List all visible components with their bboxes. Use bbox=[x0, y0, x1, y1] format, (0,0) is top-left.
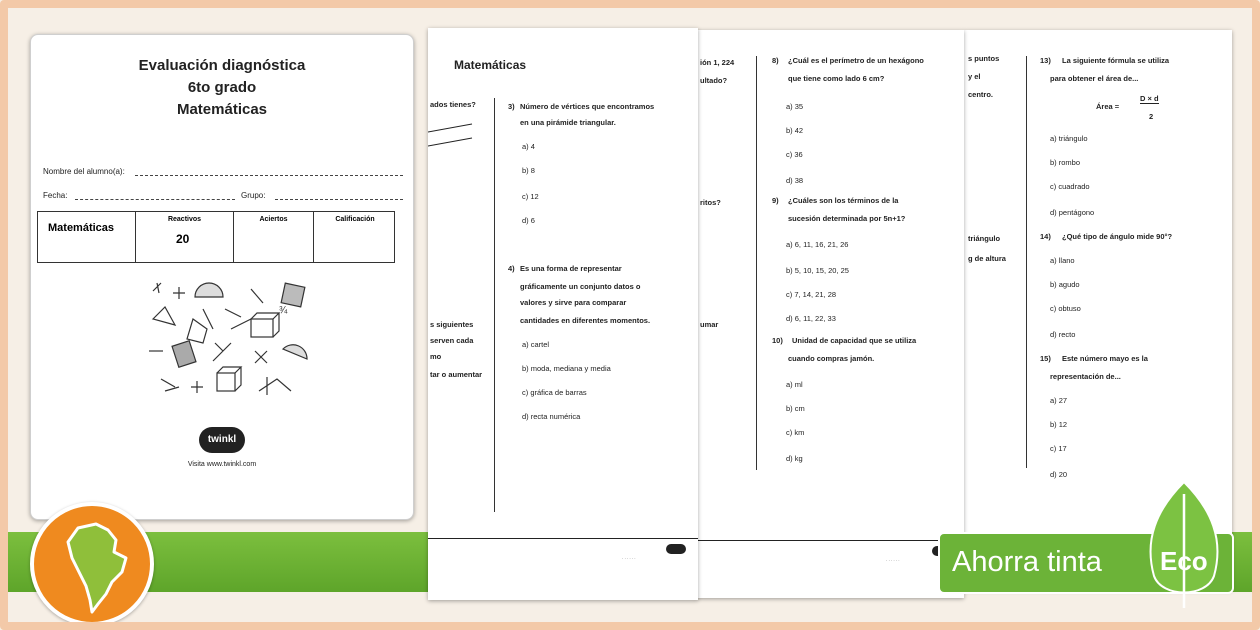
question-text: Número de vértices que encontramos bbox=[520, 102, 655, 111]
cover-title: Evaluación diagnóstica bbox=[138, 57, 306, 74]
formula-lhs: Área = bbox=[1096, 102, 1120, 111]
aciertos-label: Aciertos bbox=[259, 216, 288, 223]
student-name-label: Nombre del alumno(a): bbox=[43, 167, 125, 176]
answer-option: d) 6 bbox=[522, 216, 535, 225]
question-number: 10) bbox=[772, 336, 783, 345]
answer-option: d) 38 bbox=[786, 176, 804, 185]
footer-url: · · · · · · bbox=[622, 556, 636, 561]
page-fragment: centro. bbox=[968, 90, 994, 99]
question-number: 3) bbox=[508, 102, 515, 111]
footer-rule bbox=[428, 538, 698, 539]
answer-option: d) recto bbox=[1050, 330, 1076, 339]
page-fragment: umar bbox=[700, 320, 719, 329]
page-fragment: g de altura bbox=[968, 254, 1006, 263]
date-line[interactable] bbox=[75, 199, 235, 200]
question-text: Unidad de capacidad que se utiliza bbox=[792, 336, 917, 345]
cube-icon-2 bbox=[217, 373, 235, 391]
reactivos-value: 20 bbox=[176, 232, 190, 246]
answer-lines bbox=[428, 118, 478, 152]
times-icon bbox=[255, 351, 267, 363]
question-text: que tiene como lado 6 cm? bbox=[788, 74, 885, 83]
worksheet-page-2 bbox=[428, 28, 698, 600]
question-text: en una pirámide triangular. bbox=[520, 118, 616, 127]
answer-option: d) recta numérica bbox=[522, 412, 581, 421]
page-fragment: serven cada bbox=[430, 336, 474, 345]
page-fragment: s siguientes bbox=[430, 320, 474, 329]
line-segments-icon bbox=[161, 379, 179, 391]
question-number: 9) bbox=[772, 196, 779, 205]
answer-option: d) pentágono bbox=[1050, 208, 1095, 217]
reactivos-cell bbox=[136, 212, 234, 262]
question-text: cantidades en diferentes momentos. bbox=[520, 316, 651, 325]
fraction-icon: ¾ bbox=[279, 305, 288, 316]
answer-option: c) 36 bbox=[786, 150, 803, 159]
question-number: 4) bbox=[508, 264, 515, 273]
question-text: sucesión determinada por 5n+1? bbox=[788, 214, 906, 223]
column-divider bbox=[494, 98, 495, 512]
answer-option: c) obtuso bbox=[1050, 304, 1081, 313]
answer-option: b) 5, 10, 15, 20, 25 bbox=[786, 266, 849, 275]
twinkl-logo: twinkl bbox=[199, 427, 245, 453]
answer-option: b) 42 bbox=[786, 126, 804, 135]
answer-option: b) agudo bbox=[1050, 280, 1080, 289]
math-doodles-illustration bbox=[143, 279, 313, 405]
question-text: para obtener el área de... bbox=[1050, 74, 1139, 83]
question-number: 8) bbox=[772, 56, 779, 65]
plus-icon-2 bbox=[191, 381, 203, 393]
question-text: La siguiente fórmula se utiliza bbox=[1062, 56, 1170, 65]
worksheet-page-3 bbox=[696, 30, 964, 598]
page-fragment: s puntos bbox=[968, 54, 1000, 63]
question-text: representación de... bbox=[1050, 372, 1121, 381]
globe-icon bbox=[30, 502, 154, 626]
cover-grade: 6to grado bbox=[187, 79, 257, 96]
eco-label: Eco bbox=[1160, 546, 1208, 576]
date-label: Fecha: bbox=[43, 191, 68, 200]
protractor-icon bbox=[195, 283, 223, 297]
page-fragment: ultado? bbox=[700, 76, 728, 85]
cover-subject: Matemáticas bbox=[176, 101, 268, 118]
net-icon bbox=[187, 309, 213, 343]
question-text: gráficamente un conjunto datos o bbox=[520, 282, 641, 291]
answer-option: b) 12 bbox=[1050, 420, 1068, 429]
column-divider bbox=[1026, 56, 1027, 468]
answer-option: c) cuadrado bbox=[1050, 182, 1090, 191]
answer-option: b) moda, mediana y media bbox=[522, 364, 611, 373]
question-number: 15) bbox=[1040, 354, 1051, 363]
pencil-icon bbox=[153, 283, 161, 293]
answer-option: c) km bbox=[786, 428, 805, 437]
student-name-line[interactable] bbox=[135, 175, 403, 176]
aciertos-cell bbox=[234, 212, 314, 262]
answer-option: c) gráfica de barras bbox=[522, 388, 587, 397]
question-text: ¿Qué tipo de ángulo mide 90°? bbox=[1062, 232, 1173, 241]
cube-icon bbox=[251, 319, 273, 337]
answer-option: a) llano bbox=[1050, 256, 1075, 265]
answer-option: a) cartel bbox=[522, 340, 550, 349]
answer-option: c) 7, 14, 21, 28 bbox=[786, 290, 837, 299]
page-fragment: mo bbox=[430, 352, 442, 361]
answer-option: a) 27 bbox=[1050, 396, 1068, 405]
question-text: Este número mayo es la bbox=[1062, 354, 1148, 363]
answer-option: c) 12 bbox=[522, 192, 539, 201]
calculator-icon bbox=[172, 341, 196, 367]
answer-option: a) 6, 11, 16, 21, 26 bbox=[786, 240, 849, 249]
visit-url: Visita www.twinkl.com bbox=[187, 461, 257, 468]
notepad-icon bbox=[281, 283, 305, 307]
answer-option: a) 4 bbox=[522, 142, 535, 151]
question-text: Es una forma de representar bbox=[520, 264, 622, 273]
group-label: Grupo: bbox=[241, 191, 266, 200]
subject-cell bbox=[38, 212, 136, 262]
page-heading: Matemáticas bbox=[454, 58, 527, 72]
ruler-icon bbox=[251, 289, 263, 303]
page-fragment: ritos? bbox=[700, 198, 721, 207]
question-number: 13) bbox=[1040, 56, 1051, 65]
question-text: ¿Cuáles son los términos de la bbox=[788, 196, 899, 205]
answer-option: a) ml bbox=[786, 380, 803, 389]
angle-icon bbox=[225, 309, 251, 329]
answer-option: d) 6, 11, 22, 33 bbox=[786, 314, 836, 323]
page-fragment: tar o aumentar bbox=[430, 370, 483, 379]
calificacion-label: Calificación bbox=[335, 216, 375, 223]
page-fragment: ados tienes? bbox=[430, 100, 476, 109]
calificacion-cell bbox=[314, 212, 396, 262]
answer-option: a) 35 bbox=[786, 102, 804, 111]
page-fragment: ión 1, 224 bbox=[700, 58, 735, 67]
answer-option: b) 8 bbox=[522, 166, 535, 175]
formula-numerator: D × d bbox=[1140, 94, 1159, 103]
page-fragment: y el bbox=[968, 72, 981, 81]
reactivos-label: Reactivos bbox=[167, 216, 202, 223]
answer-option: d) kg bbox=[786, 454, 803, 463]
pyramid-icon bbox=[153, 307, 175, 325]
formula-denominator: 2 bbox=[1149, 112, 1154, 121]
triangle-icon bbox=[259, 377, 291, 395]
compass-icon bbox=[213, 343, 231, 361]
footer-rule bbox=[696, 540, 964, 541]
plus-icon bbox=[173, 287, 185, 299]
group-line[interactable] bbox=[275, 199, 403, 200]
answer-option: d) 20 bbox=[1050, 470, 1068, 479]
question-text: valores y sirve para comparar bbox=[520, 298, 627, 307]
protractor-icon-2 bbox=[283, 345, 307, 359]
answer-option: c) 17 bbox=[1050, 444, 1067, 453]
answer-option: b) rombo bbox=[1050, 158, 1081, 167]
question-number: 14) bbox=[1040, 232, 1051, 241]
answer-option: b) cm bbox=[786, 404, 805, 413]
eco-tagline: Ahorra tinta bbox=[952, 546, 1102, 578]
column-divider bbox=[756, 56, 757, 470]
question-text: ¿Cuál es el perímetro de un hexágono bbox=[788, 56, 924, 65]
question-text: cuando compras jamón. bbox=[788, 354, 875, 363]
footer-url: · · · · · · bbox=[886, 558, 900, 563]
footer-logo-icon bbox=[666, 544, 686, 554]
score-table bbox=[37, 211, 395, 263]
answer-option: a) triángulo bbox=[1050, 134, 1088, 143]
cover-page bbox=[30, 34, 414, 520]
page-fragment: triángulo bbox=[968, 234, 1001, 243]
subject-label: Matemáticas bbox=[48, 222, 115, 234]
